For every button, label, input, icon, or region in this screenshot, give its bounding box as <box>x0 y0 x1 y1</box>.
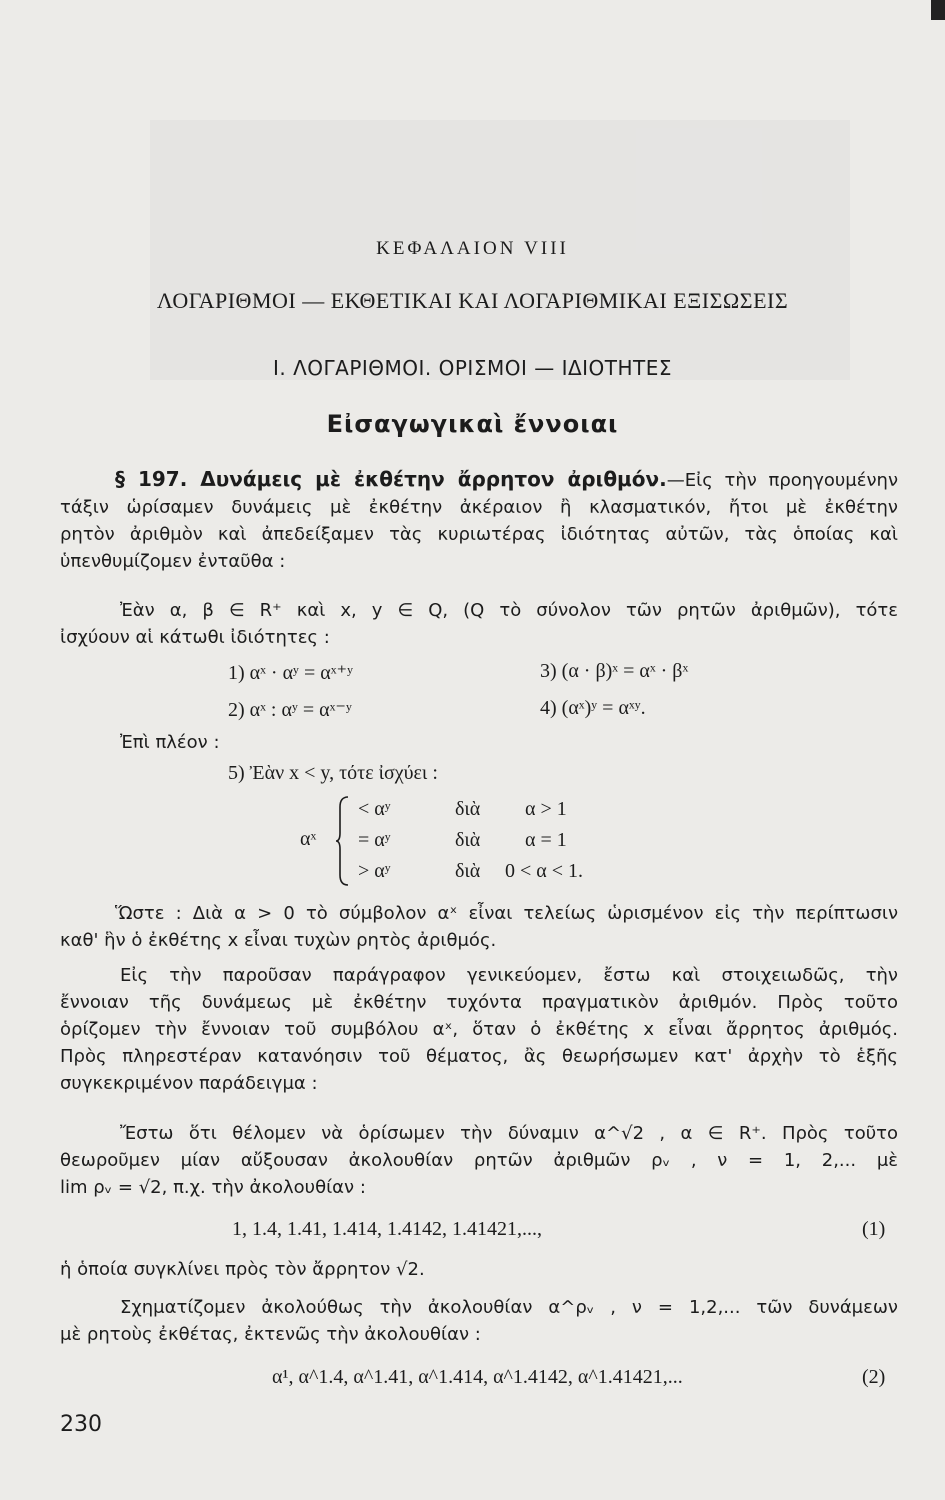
cases-base: αˣ <box>300 828 317 850</box>
para-line: § 197. Δυνάμεις μὲ ἐκθέτην ἄρρητον ἀριθμόν.—Εἰς τὴν προηγουμένην <box>115 467 898 491</box>
sequence-1: 1, 1.4, 1.41, 1.414, 1.4142, 1.41421,..., <box>232 1218 542 1240</box>
para-line: θεωροῦμεν μίαν αὔξουσαν ἀκολουθίαν ρητῶν ἀριθμῶν ρᵥ , ν = 1, 2,... μὲ <box>60 1150 898 1171</box>
para-line: Σχηματίζομεν ἀκολούθως τὴν ἀκολουθίαν α^ρᵥ , ν = 1,2,... τῶν δυνάμεων <box>120 1297 898 1318</box>
para-line: μὲ ρητοὺς ἐκθέτας, ἐκτενῶς τὴν ἀκολουθίαν : <box>60 1324 481 1345</box>
para-line: Ἐὰν α, β ∈ R⁺ καὶ x, y ∈ Q, (Q τὸ σύνολον τῶν ρητῶν ἀριθμῶν), τότε <box>120 600 898 621</box>
equation-number-1: (1) <box>862 1218 886 1240</box>
chapter-heading: ΚΕΦΑΛΑΙΟΝ VIII <box>376 238 569 259</box>
property-3: 3) (α · β)ˣ = αˣ · βˣ <box>540 660 689 682</box>
para-line: ρητὸν ἀριθμὸν καὶ ἀπεδείξαμεν τὰς κυριωτέρας ἰδιότητας αὐτῶν, τὰς ὁποίας καὶ <box>60 524 898 545</box>
paragraph-conclusion <box>60 900 898 954</box>
case-1-relation: < αʸ <box>358 798 391 820</box>
case-2-condition: α = 1 <box>525 829 567 851</box>
page-number: 230 <box>60 1412 102 1437</box>
para-line: ἔννοιαν τῆς δυνάμεως μὲ ἐκθέτην τυχόντα πραγματικὸν ἀριθμόν. Πρὸς τοῦτο <box>60 992 898 1013</box>
paragraph-hypothesis <box>60 597 898 651</box>
intro-heading: Εἰσαγωγικαὶ ἔννοιαι <box>326 410 619 438</box>
section-heading: Ι. ΛΟΓΑΡΙΘΜΟΙ. ΟΡΙΣΜΟΙ — ΙΔΙΟΤΗΤΕΣ <box>272 356 673 380</box>
paragraph-generalization <box>60 962 898 1097</box>
property-4: 4) (αˣ)ʸ = αˣʸ. <box>540 697 646 719</box>
scan-edge-mark <box>931 0 945 20</box>
case-3-condition: 0 < α < 1. <box>505 860 584 882</box>
case-2-relation: = αʸ <box>358 829 391 851</box>
case-1-for: διὰ <box>455 798 481 820</box>
property-1: 1) αˣ · αʸ = αˣ⁺ʸ <box>228 662 354 684</box>
para-line: καθ' ἣν ὁ ἐκθέτης x εἶναι τυχὼν ρητὸς ἀριθμός. <box>60 930 497 951</box>
chapter-title: ΛΟΓΑΡΙΘΜΟΙ — ΕΚΘΕΤΙΚΑΙ ΚΑΙ ΛΟΓΑΡΙΘΜΙΚΑΙ ΕΞΙΣΩΣΕΙΣ <box>156 288 789 313</box>
paragraph-197 <box>60 466 898 575</box>
para-line: ὑπενθυμίζομεν ἐνταῦθα : <box>60 551 286 572</box>
equation-number-2: (2) <box>862 1366 886 1388</box>
para-line: ὁρίζομεν τὴν ἔννοιαν τοῦ συμβόλου αˣ, ὅταν ὁ ἐκθέτης x εἶναι ἄρρητος ἀριθμός. <box>60 1019 898 1040</box>
para-line: Εἰς τὴν παροῦσαν παράγραφον γενικεύομεν, ἔστω καὶ στοιχειωδῶς, τὴν <box>120 965 898 986</box>
property-5: 5) Ἐὰν x < y, τότε ἰσχύει : <box>228 762 438 784</box>
case-3-for: διὰ <box>455 860 481 882</box>
para-line: τάξιν ὡρίσαμεν δυνάμεις μὲ ἐκθέτην ἀκέραιον ἢ κλασματικόν, ἤτοι μὲ ἐκθέτην <box>60 497 898 518</box>
case-2-for: διὰ <box>455 829 481 851</box>
paragraph-example <box>60 1120 898 1201</box>
para-line: Ἔστω ὅτι θέλομεν νὰ ὁρίσωμεν τὴν δύναμιν α^√2 , α ∈ R⁺. Πρὸς τοῦτο <box>120 1123 898 1144</box>
para-line: lim ρᵥ = √2, π.χ. τὴν ἀκολουθίαν : <box>60 1177 366 1198</box>
paragraph-powers <box>60 1294 898 1348</box>
sequence-2: α¹, α^1.4, α^1.41, α^1.414, α^1.4142, α^1.41421,... <box>272 1366 683 1388</box>
case-3-relation: > αʸ <box>358 860 391 882</box>
moreover-label: Ἐπὶ πλέον : <box>120 732 220 753</box>
para-line: συγκεκριμένον παράδειγμα : <box>60 1073 318 1094</box>
para-line: ἰσχύουν αἱ κάτωθι ἰδιότητες : <box>60 627 330 648</box>
para-line: ἡ ὁποία συγκλίνει πρὸς τὸν ἄρρητον √2. <box>60 1259 425 1280</box>
case-1-condition: α > 1 <box>525 798 567 820</box>
para-line: Ὥστε : Διὰ α > 0 τὸ σύμβολον αˣ εἶναι τελείως ὡρισμένον εἰς τὴν περίπτωσιν <box>115 903 898 924</box>
property-2: 2) αˣ : αʸ = αˣ⁻ʸ <box>228 699 352 721</box>
left-brace-icon <box>336 795 350 887</box>
paragraph-converges <box>60 1256 898 1283</box>
para-line: Πρὸς πληρεστέραν κατανόησιν τοῦ θέματος, ἂς θεωρήσωμεν κατ' ἀρχὴν τὸ ἑξῆς <box>60 1046 898 1067</box>
